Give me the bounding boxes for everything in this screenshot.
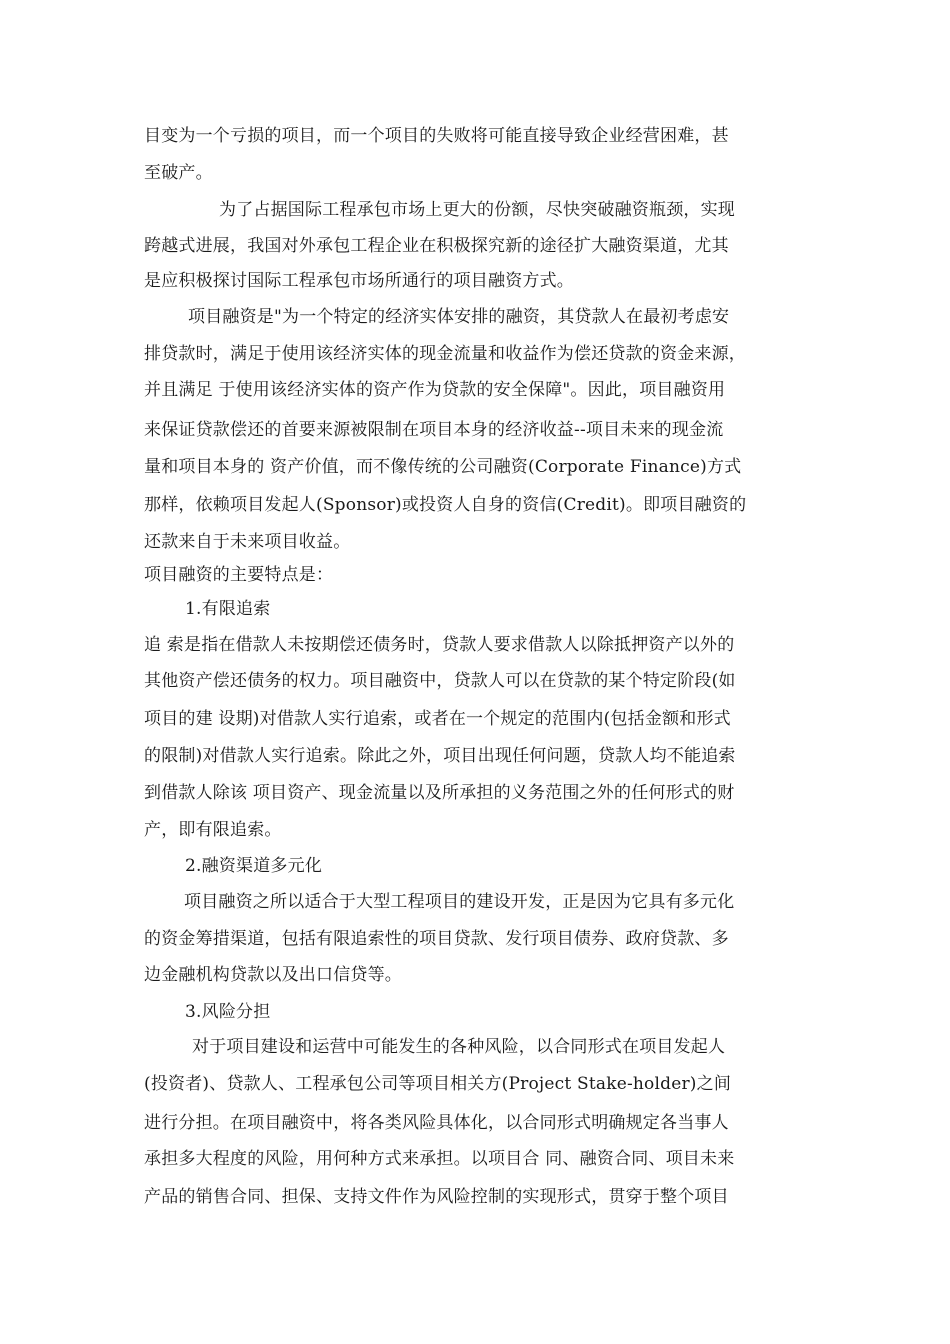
text-line: 产，即有限追索。 xyxy=(144,820,282,840)
text-line: 排贷款时，满足于使用该经济实体的现金流量和收益作为偿还贷款的资金来源， xyxy=(144,344,746,364)
text-line: 为了占据国际工程承包市场上更大的份额，尽快突破融资瓶颈，实现 xyxy=(219,200,735,220)
text-line: 对于项目建设和运营中可能发生的各种风险，以合同形式在项目发起人 xyxy=(192,1037,726,1057)
text-line: 那样，依赖项目发起人(Sponsor)或投资人自身的资信(Credit)。即项目融资的 xyxy=(144,495,747,515)
text-line: 进行分担。在项目融资中，将各类风险具体化，以合同形式明确规定各当事人 xyxy=(144,1113,729,1133)
text-line: 到借款人除该 项目资产、现金流量以及所承担的义务范围之外的任何形式的财 xyxy=(144,783,735,803)
text-line: 的限制)对借款人实行追索。除此之外，项目出现任何问题，贷款人均不能追索 xyxy=(144,746,736,766)
text-line: 2.融资渠道多元化 xyxy=(185,856,323,876)
text-line: 至破产。 xyxy=(144,163,213,183)
text-line: 项目融资之所以适合于大型工程项目的建设开发，正是因为它具有多元化 xyxy=(184,892,735,912)
text-line: 跨越式进展，我国对外承包工程企业在积极探究新的途径扩大融资渠道，尤其 xyxy=(144,236,729,256)
text-line: 目变为一个亏损的项目，而一个项目的失败将可能直接导致企业经营困难，甚 xyxy=(144,126,729,146)
text-line: 项目融资的主要特点是： xyxy=(144,565,334,585)
text-line: 来保证贷款偿还的首要来源被限制在项目本身的经济收益--项目未来的现金流 xyxy=(144,420,724,440)
text-line: 追 索是指在借款人未按期偿还债务时，贷款人要求借款人以除抵押资产以外的 xyxy=(144,635,735,655)
text-line: 量和项目本身的 资产价值，而不像传统的公司融资(Corporate Finance)方式 xyxy=(144,457,742,477)
text-line: 还款来自于未来项目收益。 xyxy=(144,532,351,552)
text-line: 项目的建 设期)对借款人实行追索，或者在一个规定的范围内(包括金额和形式 xyxy=(144,709,731,729)
text-line: 3.风险分担 xyxy=(185,1002,271,1022)
text-line: (投资者)、贷款人、工程承包公司等项目相关方(Project Stake-holder)之间 xyxy=(144,1074,732,1094)
text-line: 边金融机构贷款以及出口信贷等。 xyxy=(144,965,402,985)
text-line: 并且满足 于使用该经济实体的资产作为贷款的安全保障"。因此，项目融资用 xyxy=(144,380,726,400)
text-line: 其他资产偿还债务的权力。项目融资中，贷款人可以在贷款的某个特定阶段(如 xyxy=(144,671,736,691)
text-line: 1.有限追索 xyxy=(185,599,271,619)
text-line: 是应积极探讨国际工程承包市场所通行的项目融资方式。 xyxy=(144,271,574,291)
text-line: 的资金筹措渠道，包括有限追索性的项目贷款、发行项目债券、政府贷款、多 xyxy=(144,929,729,949)
text-line: 产品的销售合同、担保、支持文件作为风险控制的实现形式，贯穿于整个项目 xyxy=(144,1187,729,1207)
text-line: 项目融资是"为一个特定的经济实体安排的融资，其贷款人在最初考虑安 xyxy=(188,307,730,327)
text-line: 承担多大程度的风险，用何种方式来承担。以项目合 同、融资合同、项目未来 xyxy=(144,1149,735,1169)
